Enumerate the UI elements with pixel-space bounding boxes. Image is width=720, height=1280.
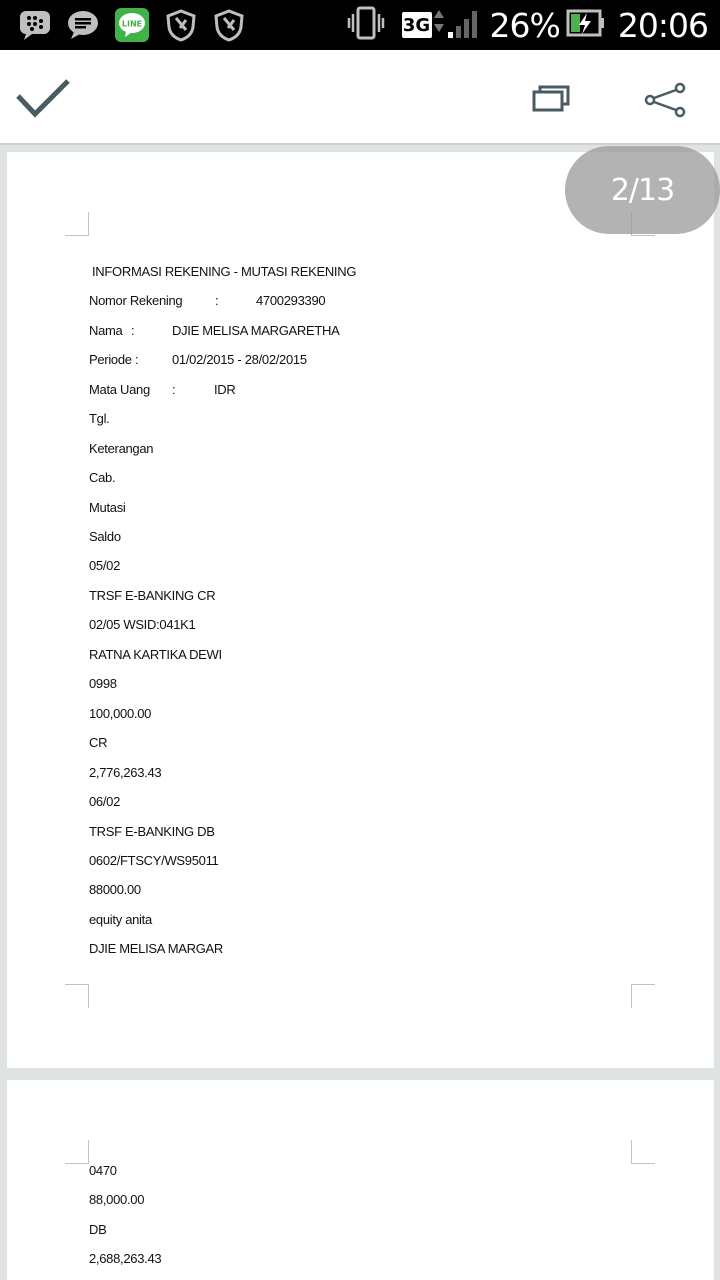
page-indicator: 2/13 [565,146,720,234]
doc-line: CR [89,735,108,750]
app-bar [0,50,720,145]
doc-line: 0602/FTSCY/WS95011 [89,853,219,868]
battery-percentage: 26% [489,5,560,45]
doc-line: 100,000.00 [89,706,152,721]
network-type-badge: 3G [402,12,432,38]
checkmark-icon [13,76,73,120]
doc-line: DB [89,1222,107,1237]
doc-line: 2,776,263.43 [89,765,162,780]
document-title: INFORMASI REKENING - MUTASI REKENING [92,264,357,279]
shield-icon [212,8,246,46]
bbm-icon [18,8,52,46]
page-corner-mark [65,1140,89,1164]
document-page[interactable] [7,1080,714,1280]
line-icon [114,7,150,47]
account-name-value: DJIE MELISA MARGARETHA [172,323,340,338]
account-name-sep: : [131,323,135,338]
currency-label: Mata Uang [89,382,150,397]
notification-icons [18,7,260,47]
doc-line: RATNA KARTIKA DEWI [89,647,222,662]
page-corner-mark [631,1140,655,1164]
system-icons [346,0,708,50]
data-arrows-icon [432,6,446,44]
page-corner-mark [65,212,89,236]
doc-line: TRSF E-BANKING CR [89,588,216,603]
status-bar [0,0,720,50]
battery-charging-icon [566,8,606,42]
period-label: Periode : [89,352,139,367]
doc-line: Keterangan [89,441,154,456]
account-number-value: 4700293390 [256,293,326,308]
document-page[interactable] [7,152,714,1068]
share-button[interactable] [638,78,694,122]
account-name-label: Nama [89,323,123,338]
vibrate-icon [346,6,386,44]
doc-line: 06/02 [89,794,121,809]
share-icon [638,78,694,122]
doc-line: DJIE MELISA MARGAR [89,941,224,956]
done-button[interactable] [10,68,76,128]
currency-sep: : [172,382,176,397]
doc-line: Tgl. [89,411,110,426]
pages-icon [524,78,580,122]
page-corner-mark [631,984,655,1008]
doc-line: 0470 [89,1163,117,1178]
doc-line: 88000.00 [89,882,141,897]
account-number-sep: : [215,293,219,308]
doc-line: 2,688,263.43 [89,1251,162,1266]
account-number-label: Nomor Rekening [89,293,183,308]
doc-line: Saldo [89,529,121,544]
doc-line: TRSF E-BANKING DB [89,824,215,839]
shield-icon [164,8,198,46]
signal-icon [446,6,480,44]
page-corner-mark [65,984,89,1008]
svg-text:LINE: LINE [121,19,143,29]
doc-line: 02/05 WSID:041K1 [89,617,196,632]
clock: 20:06 [617,5,708,45]
doc-line: 0998 [89,676,117,691]
doc-line: 88,000.00 [89,1192,145,1207]
doc-line: Mutasi [89,500,126,515]
page-view-button[interactable] [524,78,580,122]
doc-line: equity anita [89,912,152,927]
doc-line: Cab. [89,470,116,485]
currency-value: IDR [214,382,236,397]
doc-line: 05/02 [89,558,121,573]
message-icon [66,8,100,46]
period-value: 01/02/2015 - 28/02/2015 [172,352,307,367]
